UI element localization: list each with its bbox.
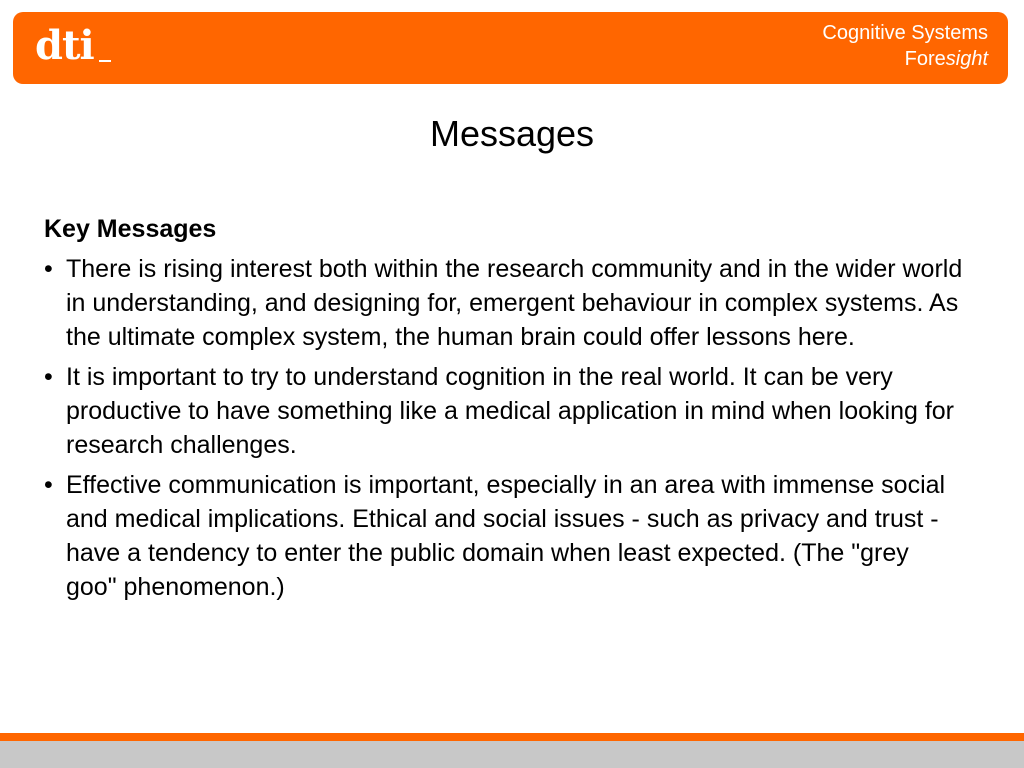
header-line-2 xyxy=(822,46,988,72)
header-line-1: Cognitive Systems xyxy=(822,22,988,44)
bullet-list xyxy=(44,252,964,604)
page-title: Messages xyxy=(429,113,595,154)
bullet-icon: • xyxy=(44,471,53,499)
header-bar xyxy=(13,12,1008,84)
bullet-item xyxy=(44,252,964,354)
bullet-icon: • xyxy=(44,255,53,283)
bullet-text: There is rising interest both within the research community and in the wider world in understanding, and designing for, emergent behaviour in complex systems. As the ultimate complex system, the human brain could offer lessons here. xyxy=(66,255,963,351)
header-line-2-plain: Fore xyxy=(904,48,946,70)
dti-logo: dti xyxy=(35,22,94,69)
section-heading: Key Messages xyxy=(44,215,217,243)
content-area xyxy=(44,212,964,610)
header-project-title xyxy=(822,20,988,72)
bullet-text: Effective communication is important, especially in an area with immense social and medical implications. Ethical and social issues - such as privacy and trust - have a tendency to enter the public domain when least expected. (The "grey goo" phenomenon.) xyxy=(66,471,946,601)
logo-underline xyxy=(99,60,111,62)
footer-grey-band xyxy=(0,741,1024,768)
header-line-2-italic: sight xyxy=(945,48,988,70)
bullet-icon: • xyxy=(44,363,53,391)
bullet-item xyxy=(44,360,964,462)
bullet-item xyxy=(44,468,964,604)
footer-orange-stripe xyxy=(0,733,1024,741)
bullet-text: It is important to try to understand cognition in the real world. It can be very productive to have something like a medical application in mind when looking for research challenges. xyxy=(66,363,955,459)
